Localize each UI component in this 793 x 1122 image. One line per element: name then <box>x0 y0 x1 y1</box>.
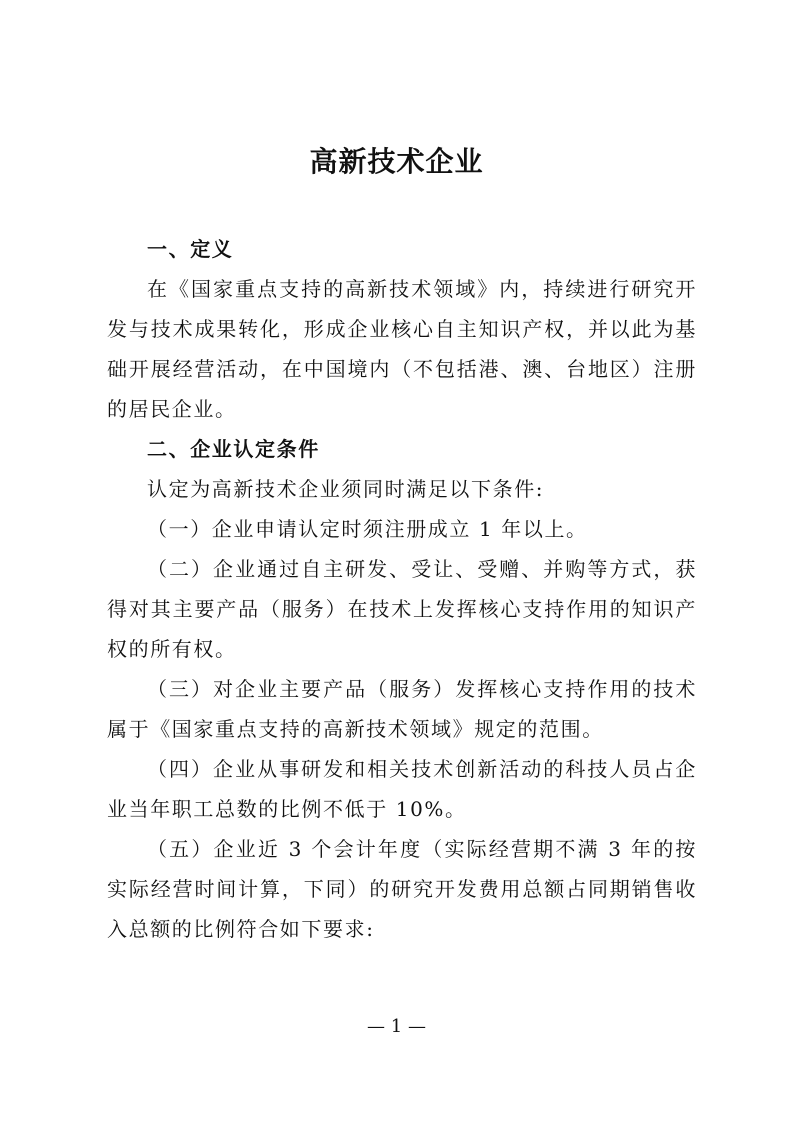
condition-item-1: （一）企业申请认定时须注册成立 1 年以上。 <box>147 517 588 541</box>
section-heading-conditions: 二、企业认定条件 <box>147 437 320 461</box>
condition-item-4: （四）企业从事研发和相关技术创新活动的科技人员占企业当年职工总数的比例不低于 10%。 <box>107 757 697 821</box>
condition-item-2: （二）企业通过自主研发、受让、受赠、并购等方式，获得对其主要产品（服务）在技术上发挥核心支持作用的知识产权的所有权。 <box>107 557 697 661</box>
paragraph: 在《国家重点支持的高新技术领域》内，持续进行研究开发与技术成果转化，形成企业核心自主知识产权，并以此为基础开展经营活动，在中国境内（不包括港、澳、台地区）注册的居民企业。 <box>107 277 697 421</box>
page-number: — 1 — <box>367 1016 426 1037</box>
document-body <box>107 229 697 949</box>
condition-item-3: （三）对企业主要产品（服务）发挥核心支持作用的技术属于《国家重点支持的高新技术领域》规定的范围。 <box>107 677 697 741</box>
document-title: 高新技术企业 <box>309 145 484 178</box>
paragraph: 认定为高新技术企业须同时满足以下条件: <box>147 477 545 501</box>
section-heading-definition: 一、定义 <box>147 237 234 261</box>
condition-item-5: （五）企业近 3 个会计年度（实际经营期不满 3 年的按实际经营时间计算，下同）的研究开发费用总额占同期销售收入总额的比例符合如下要求: <box>107 837 697 941</box>
